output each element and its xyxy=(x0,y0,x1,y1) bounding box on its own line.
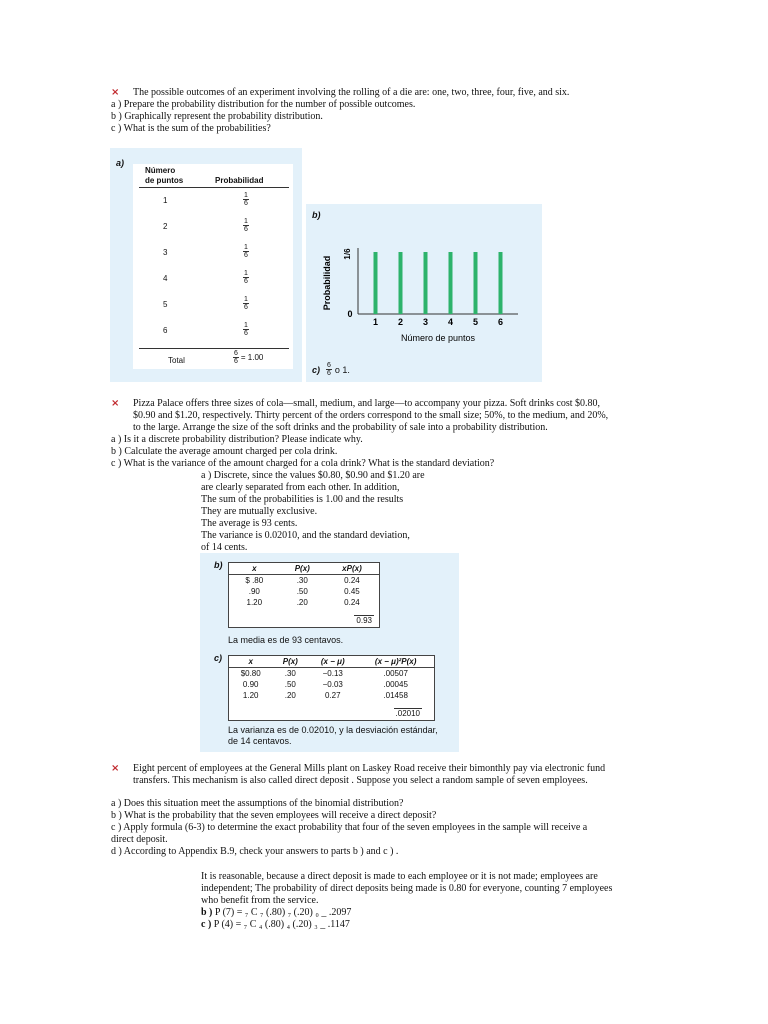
x-tick-label: 3 xyxy=(422,317,429,327)
y-tick-label: 1/6 xyxy=(343,248,352,260)
q3-answer-line1: It is reasonable, because a direct deposit is made to each employee or it is not made; employees are xyxy=(201,871,598,882)
variance-table-cell: .01458 xyxy=(383,691,408,700)
variance-table-cell: $0.80 xyxy=(240,669,261,678)
chart-layer xyxy=(322,248,518,343)
total-label: Total xyxy=(168,356,185,365)
bullet-icon: × xyxy=(111,763,120,774)
mean-table-cell: $ .80 xyxy=(245,576,264,585)
probability-numerator: 1 xyxy=(244,244,248,251)
variance-table-cell: .30 xyxy=(284,669,296,678)
panel-a-label: a) xyxy=(116,158,125,168)
q3-answer-b xyxy=(201,907,351,919)
var-col-x: x xyxy=(229,656,272,668)
probability-denominator: 6 xyxy=(244,226,248,233)
c-fraction xyxy=(326,362,332,377)
mean-total: 0.93 xyxy=(356,616,372,625)
q3-part-d: d ) According to Appendix B.9, check your answers to parts b ) and c ) . xyxy=(111,846,399,857)
dice-row-probability xyxy=(243,296,249,311)
mean-table-cell: .30 xyxy=(296,576,308,585)
variance-table-row xyxy=(229,668,434,680)
panel-b-label: b) xyxy=(312,210,321,220)
q2-answer xyxy=(201,470,425,554)
q3-answer-b-formula: P (7) = ₇ C ₇ (.80) ₇ (.20) ₀ _ .2097 xyxy=(214,907,352,918)
q2-part-c: c ) What is the variance of the amount charged for a cola drink? What is the standard deviation? xyxy=(111,458,495,469)
q3-part-c-line2: direct deposit. xyxy=(111,834,168,845)
q3-answer-line2: independent; The probability of direct deposits being made is 0.80 for everyone, counting 7 employees xyxy=(201,883,613,894)
total-denominator: 6 xyxy=(234,358,238,365)
q2-intro-line2: $0.90 and $1.20, respectively. Thirty percent of the orders correspond to the small size; 50%, to the medium, and 20%, xyxy=(133,410,609,421)
variance-table-box xyxy=(228,655,435,721)
q2-answer-line: They are mutually exclusive. xyxy=(201,506,318,517)
col-header-probability: Probabilidad xyxy=(215,176,264,185)
dice-row-outcome: 2 xyxy=(163,222,168,231)
cola-tables-panel xyxy=(200,553,459,752)
mean-col-px: P(x) xyxy=(280,563,325,575)
q2-part-a: a ) Is it a discrete probability distribution? Please indicate why. xyxy=(111,434,363,445)
table-c-label: c) xyxy=(214,653,223,663)
probability-denominator: 6 xyxy=(244,330,248,337)
probability-denominator: 6 xyxy=(244,278,248,285)
total-numerator: 6 xyxy=(234,350,238,357)
var-col-px: P(x) xyxy=(272,656,308,668)
dice-row-outcome: 4 xyxy=(163,274,168,283)
q1-intro: The possible outcomes of an experiment involving the rolling of a die are: one, two, three, four, five, and six. xyxy=(133,87,570,98)
dice-table xyxy=(133,164,293,369)
probability-numerator: 1 xyxy=(244,322,248,329)
mean-table xyxy=(229,563,379,608)
q3-part-b: b ) What is the probability that the seven employees will receive a direct deposit? xyxy=(111,810,437,821)
dice-row-probability xyxy=(243,270,249,285)
dice-row-probability xyxy=(243,322,249,337)
panel-c-label: c) xyxy=(312,364,321,375)
probability-bar xyxy=(499,252,503,314)
q3-answer-b-label: b ) xyxy=(201,907,213,918)
bullet-icon: × xyxy=(111,87,120,98)
q1-part-c: c ) What is the sum of the probabilities? xyxy=(111,123,271,134)
mean-table-row xyxy=(229,597,379,608)
dice-probability-panel xyxy=(110,148,302,382)
variance-table-cell: .00045 xyxy=(383,680,408,689)
mean-col-xpx: xP(x) xyxy=(325,563,379,575)
dice-row-outcome: 3 xyxy=(163,248,168,257)
mean-table-cell: .20 xyxy=(296,598,308,607)
q2-part-b: b ) Calculate the average amount charged per cola drink. xyxy=(111,446,338,457)
mean-table-cell: 0.45 xyxy=(344,587,360,596)
q3-part-a: a ) Does this situation meet the assumptions of the binomial distribution? xyxy=(111,798,404,809)
x-tick-label: 5 xyxy=(472,317,479,327)
mean-table-row xyxy=(229,575,379,587)
mean-table-row xyxy=(229,586,379,597)
bullet-icon: × xyxy=(111,398,120,409)
q3-answer-c-formula: P (4) = ₇ C ₄ (.80) ₄ (.20) ₃ _ .1147 xyxy=(213,919,350,930)
q2-answer-line: a ) Discrete, since the values $0.80, $0.90 and $1.20 are xyxy=(201,470,425,481)
y-axis-label: Probabilidad xyxy=(322,255,332,311)
dice-row-outcome: 1 xyxy=(163,196,168,205)
x-tick-label: 2 xyxy=(397,317,404,327)
mean-col-x: x xyxy=(229,563,280,575)
q3-intro-line1: Eight percent of employees at the General Mills plant on Laskey Road receive their bimonthly pay via electronic fund xyxy=(133,763,606,774)
q2-answer-line: The variance is 0.02010, and the standard deviation, xyxy=(201,530,410,541)
dice-row-probability xyxy=(243,218,249,233)
probability-numerator: 1 xyxy=(244,218,248,225)
mean-table-cell: 0.24 xyxy=(344,598,360,607)
q2-answer-line: of 14 cents. xyxy=(201,542,248,553)
x-tick-label: 6 xyxy=(497,317,504,327)
probability-numerator: 1 xyxy=(244,270,248,277)
variance-table-cell: .20 xyxy=(284,691,296,700)
dice-row-probability xyxy=(243,192,249,207)
probability-bar-chart xyxy=(306,204,542,354)
var-col-sqdev: (x − μ)²P(x) xyxy=(357,656,434,668)
variance-table-cell: 0.27 xyxy=(324,691,341,700)
c-rest: o 1. xyxy=(334,364,350,375)
q1-part-a: a ) Prepare the probability distribution for the number of possible outcomes. xyxy=(111,99,416,110)
q3-answer-c-label: c ) xyxy=(201,919,212,930)
q2-intro-line1: Pizza Palace offers three sizes of cola—small, medium, and large—to accompany your pizza. Soft drinks cost $0.80, xyxy=(133,398,600,409)
mean-table-box xyxy=(228,562,380,628)
probability-bar xyxy=(374,252,378,314)
q3-intro-line2: transfers. This mechanism is also called direct deposit . Suppose you select a random sample of seven employees. xyxy=(133,775,588,786)
col-header-number-line1: Número xyxy=(145,166,176,175)
variance-table-cell: .50 xyxy=(284,680,296,689)
total-divider xyxy=(139,348,289,349)
mean-table-cell: 1.20 xyxy=(246,598,263,607)
probability-bar xyxy=(424,252,428,314)
q1-part-b: b ) Graphically represent the probability distribution. xyxy=(111,111,323,122)
probability-denominator: 6 xyxy=(244,252,248,259)
var-col-dev: (x − μ) xyxy=(308,656,357,668)
mean-table-cell: 0.24 xyxy=(344,576,360,585)
mean-table-cell: .90 xyxy=(248,587,260,596)
dice-row-probability xyxy=(243,244,249,259)
variance-table-cell: −0.13 xyxy=(322,669,343,678)
mean-table-cell: .50 xyxy=(296,587,308,596)
variance-table-cell: −0.03 xyxy=(322,680,343,689)
q2-intro-line3: to the large. Arrange the size of the soft drinks and the probability of sale into a probability distribution. xyxy=(133,422,548,433)
dice-row-outcome: 5 xyxy=(163,300,168,309)
variance-note xyxy=(228,725,438,747)
c-numerator: 6 xyxy=(327,362,331,369)
probability-denominator: 6 xyxy=(244,304,248,311)
table-b-label: b) xyxy=(214,560,223,570)
mean-note: La media es de 93 centavos. xyxy=(228,635,344,645)
variance-table-cell: 1.20 xyxy=(242,691,259,700)
q3-part-c-line1: c ) Apply formula (6-3) to determine the exact probability that four of the seven employees in the sample will receive a xyxy=(111,822,588,833)
q3-answer-c xyxy=(201,919,350,931)
q2-answer-line: The sum of the probabilities is 1.00 and the results xyxy=(201,494,404,505)
q3-answer-line3: who benefit from the service. xyxy=(201,895,319,906)
variance-note-line1: La varianza es de 0.02010, y la desviación estándar, xyxy=(228,725,438,735)
dice-chart-panel xyxy=(306,204,542,382)
variance-table xyxy=(229,656,434,701)
total-value xyxy=(233,350,263,365)
probability-bar xyxy=(399,252,403,314)
variance-total: .02010 xyxy=(395,709,420,718)
q2-answer-line: The average is 93 cents. xyxy=(201,518,298,529)
q2-answer-line: are clearly separated from each other. In addition, xyxy=(201,482,400,493)
variance-table-row xyxy=(229,679,434,690)
variance-table-cell: 0.90 xyxy=(242,680,259,689)
col-header-number xyxy=(145,166,183,186)
x-axis-label: Número de puntos xyxy=(400,333,476,343)
probability-bar xyxy=(474,252,478,314)
probability-numerator: 1 xyxy=(244,192,248,199)
total-equals: = 1.00 xyxy=(240,353,264,362)
variance-table-cell: .00507 xyxy=(383,669,408,678)
total-fraction xyxy=(233,350,239,365)
dice-row-outcome: 6 xyxy=(163,326,168,335)
probability-denominator: 6 xyxy=(244,200,248,207)
panel-c-answer xyxy=(312,362,350,377)
variance-note-line2: de 14 centavos. xyxy=(228,736,292,746)
col-header-number-line2: de puntos xyxy=(145,176,184,185)
x-tick-label: 4 xyxy=(447,317,454,327)
header-divider xyxy=(139,187,289,188)
x-tick-label: 1 xyxy=(372,317,379,327)
y-tick-label: 0 xyxy=(347,309,353,319)
c-denominator: 6 xyxy=(327,370,331,377)
probability-numerator: 1 xyxy=(244,296,248,303)
probability-bar xyxy=(449,252,453,314)
variance-table-row xyxy=(229,690,434,701)
